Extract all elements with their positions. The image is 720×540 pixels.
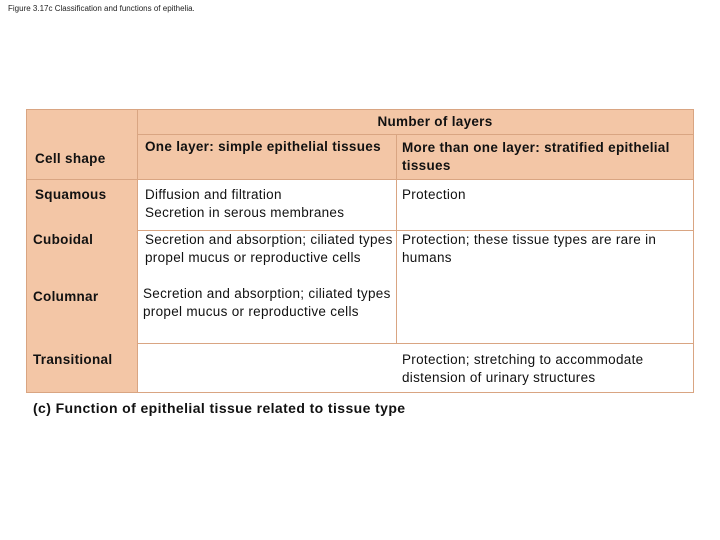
row-label-columnar: Columnar <box>33 289 99 304</box>
header-divider <box>137 134 693 135</box>
columnar-simple-function: Secretion and absorption; ciliated types propel mucus or reproductive cells <box>143 286 391 319</box>
squamous-simple-function-2: Secretion in serous membranes <box>145 205 345 220</box>
epithelia-function-table <box>26 109 694 393</box>
row-label-transitional: Transitional <box>33 352 113 367</box>
row-label-squamous: Squamous <box>35 187 107 202</box>
row-label-cuboidal: Cuboidal <box>33 232 94 247</box>
figure-footer-caption: (c) Function of epithelial tissue related to tissue type <box>33 400 406 416</box>
header-stratified-epithelial: More than one layer: stratified epithelial tissues <box>402 140 670 173</box>
col-divider-2 <box>396 134 397 344</box>
row-divider-columnar <box>137 343 693 344</box>
header-bottom-line <box>27 179 693 180</box>
squamous-simple-function-1: Diffusion and filtration <box>145 187 282 202</box>
squamous-stratified-function: Protection <box>402 187 466 202</box>
cuboidal-simple-function: Secretion and absorption; ciliated types propel mucus or reproductive cells <box>145 232 393 265</box>
header-number-of-layers: Number of layers <box>377 114 493 129</box>
col-divider-1 <box>137 110 138 392</box>
transitional-stratified-function: Protection; stretching to accommodate distension of urinary structures <box>402 352 644 385</box>
header-cell-shape: Cell shape <box>35 151 106 166</box>
header-simple-epithelial: One layer: simple epithelial tissues <box>145 139 381 154</box>
cuboidal-stratified-function: Protection; these tissue types are rare in humans <box>402 232 657 265</box>
figure-caption: Figure 3.17c Classification and functions of epithelia. <box>8 4 195 13</box>
cell-shape-header-background <box>27 110 137 179</box>
